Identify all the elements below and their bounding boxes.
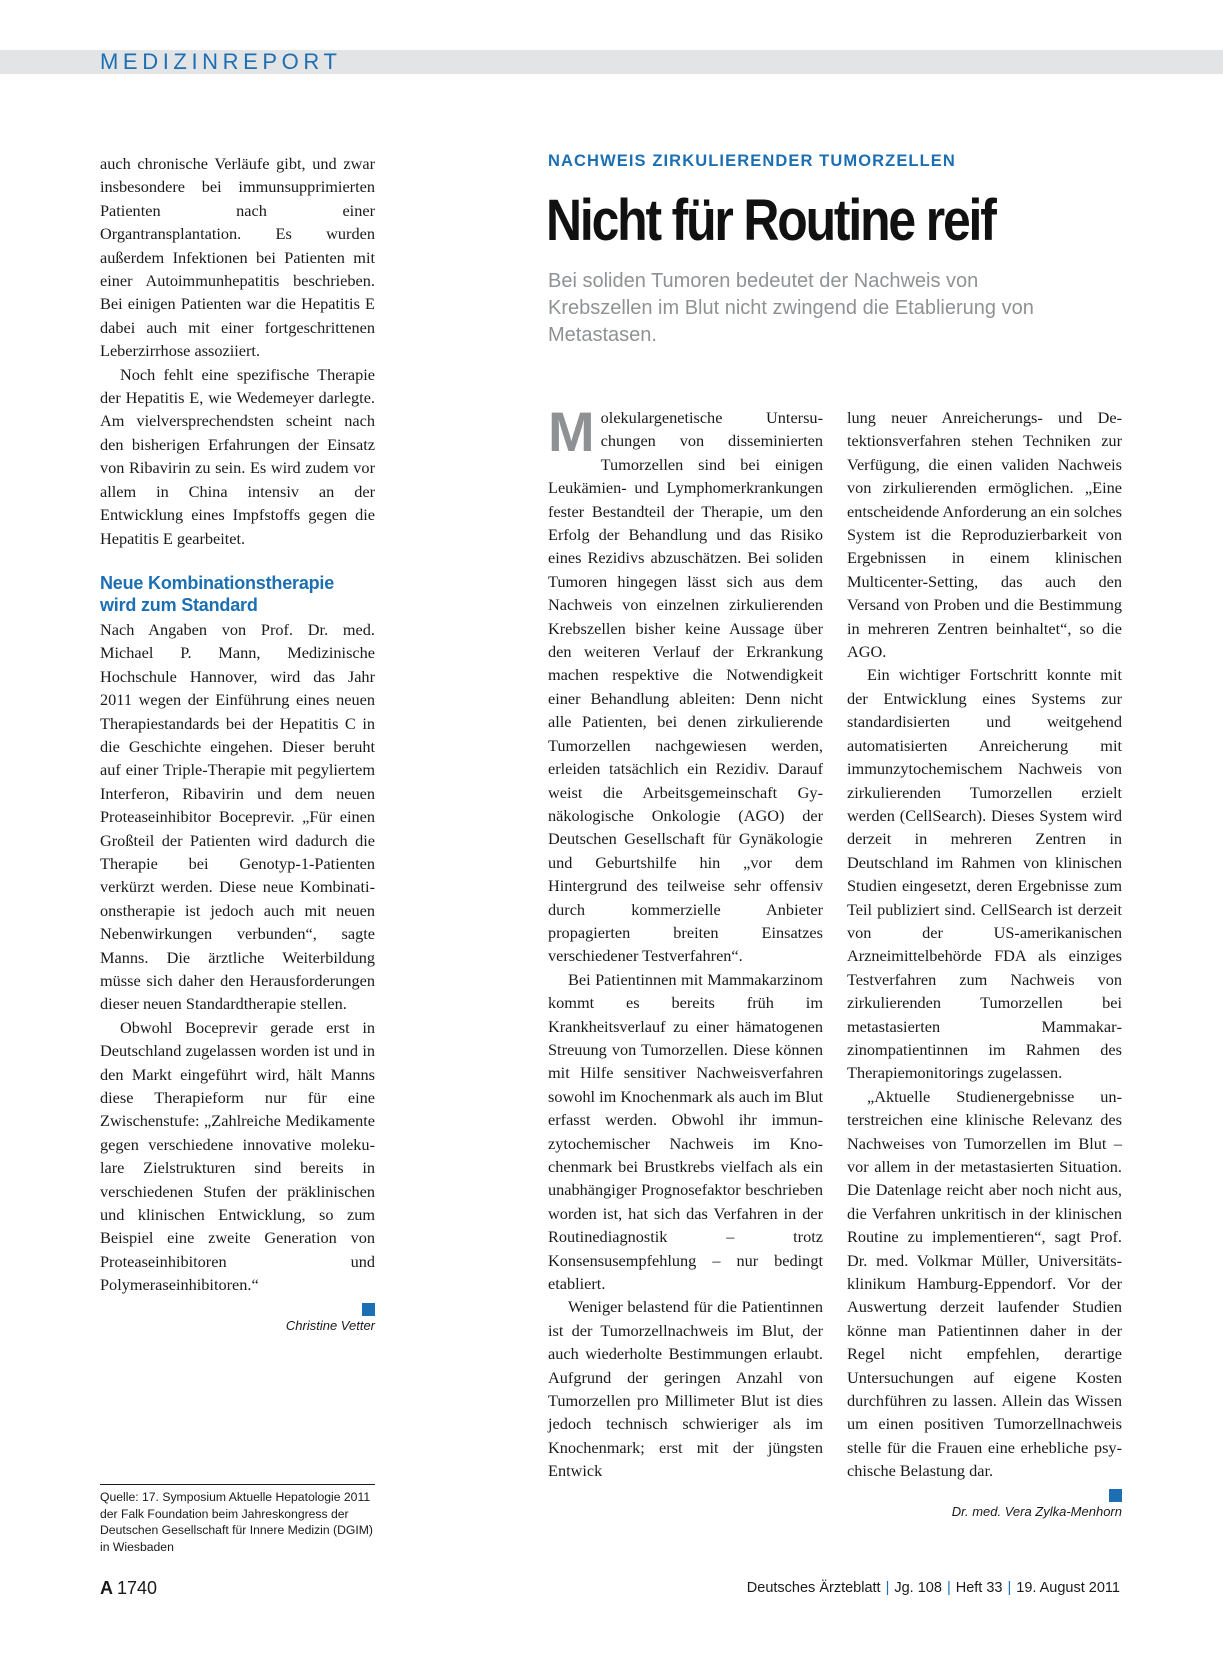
article-kicker: NACHWEIS ZIRKULIERENDER TUMORZELLEN — [548, 152, 956, 170]
left-subheading: Neue Kombinationstherapie wird zum Standard — [100, 572, 335, 615]
mid-paragraph-3: Weniger belastend für die Patientinnen ist der Tumorzellnachweis im Blut, der auch wiederholte Bestimmungen erlaubt. Aufgrund der geringen Anzahl von Tumorzellen pro Millimeter Blut ist dies jedoch technisch schwieriger als im Knochenmark; erst mit der jüngsten Entwick — [548, 1297, 823, 1481]
right-paragraph-3: „Aktuelle Studienergebnisse unterstreichen eine klinische Relevanz des Nachweises von Tumorzellen im Blut – vor allem in der metastasierten Situation. Die Datenlage reicht aber noch nicht aus, die Verfahren unkritisch in der klinischen Routine zu implementieren“, sagt Prof. Dr. med. Volkmar Müller, Universitätsklinikum Hamburg-Eppendorf. Vor der Auswertung derzeit laufender Studien könne man Patientinnen daher in der Regel nicht empfehlen, derartige Untersuchungen auf eigene Kosten durchführen zu lassen. Allein das Wissen um einen positiven Tumorzellnachweis stelle für die Frauen eine erhebliche psychische Belastung dar. — [847, 1086, 1122, 1481]
page-number-value: 1740 — [117, 1578, 158, 1598]
mid-paragraph-2: Bei Patientinnen mit Mammakarzinom kommt es bereits früh im Krankheitsverlauf zu einer hämatogenen Streuung von Tumorzellen. Diese können mit Hilfe sensitiver Nachweisverfahren sowohl im Knochenmark als auch im Blut erfasst werden. Obwohl ihr immunzytochemischer Nachweis im Knochenmark bei Brustkrebs vielfach als ein unabhängiger Prognosefaktor beschrieben worden ist, hat sich das Verfahren in der Routinediagnostik – trotz Konsensusempfehlung – nur bedingt etabliert. — [548, 969, 823, 1294]
end-mark-square-icon — [362, 1303, 375, 1316]
article-author: Dr. med. Vera Zylka-Menhorn — [951, 1503, 1122, 1519]
footer-separator: | — [1007, 1580, 1012, 1596]
middle-column — [548, 400, 823, 1483]
left-paragraph-2: Noch fehlt eine spezifische Therapie der Hepatitis E, wie Wedemeyer darlegte. Am vielversprechendsten scheint nach den bisherigen Erfahrungen der Einsatz von Ribavirin zu sein. Es wird zudem vor allem in China intensiv an der Entwicklung eines Impfstoffs gegen die Hepatitis E gearbeitet. — [100, 364, 375, 548]
right-paragraph-2: Ein wichtiger Fortschritt konnte mit der Entwicklung eines Systems zur standardisierten und weitgehend automatisierten Anreicherung mit immunzytochemischem Nachweis von zirkulierenden Tumorzellen erzielt werden (CellSearch). Dieses System wird derzeit in mehreren Zentren in Deutschland im Rahmen von klinischen Studien eingesetzt, deren Ergebnisse zum Teil publiziert sind. CellSearch ist derzeit von der US-amerikanischen Arzneimittelbehörde FDA als einziges Testverfahren zum Nachweis von zirkulierenden Tumorzellen bei metastasierten Mammakarzinompatientinnen im Rahmen des Therapiemonitorings zugelassen. — [847, 665, 1122, 1083]
page-prefix: A — [100, 1578, 113, 1598]
left-paragraph-3: Nach Angaben von Prof. Dr. med. Michael P. Mann, Medizinische Hochschule Hannover, wird das Jahr 2011 wegen der Einführung eines neuen Therapiestandards bei der Hepatitis C in die Geschichte eingehen. Dieser beruht auf einer Triple-Therapie mit pegyliertem Interferon, Ribavirin und dem neuen Proteaseinhibitor Boceprevir. „Für einen Großteil der Patienten wird dadurch die Therapie bei Genotyp-1-Patienten verkürzt werden. Diese neue Kombinationstherapie ist jedoch auch mit neuen Nebenwirkungen verbunden“, sagte Manns. Die ärztliche Weiterbildung müsse sich daher den Herausforderungen dieser neuen Standardtherapie stellen. — [100, 619, 375, 1014]
footer-separator: | — [946, 1580, 951, 1596]
left-column — [100, 152, 375, 1336]
journal-volume: Jg. 108 — [894, 1580, 942, 1596]
source-note: Quelle: 17. Symposium Aktuelle Hepatologie 2011 der Falk Foundation beim Jahreskongress der Deutschen Gesellschaft für Innere Medizin (DGIM) in Wiesbaden — [100, 1484, 375, 1555]
mid-paragraph-1 — [548, 400, 823, 968]
article-deck: Bei soliden Tumoren bedeutet der Nachweis von Krebszellen im Blut nicht zwingend die Etablierung von Metastasen. — [548, 270, 1034, 346]
article-headline: Nicht für Routine reif — [546, 188, 995, 253]
right-paragraph-1: lung neuer Anreicherungs- und Detektionsverfahren stehen Techniken zur Verfügung, die einen validen Nachweis von zirkulierenden ermöglichen. „Eine entscheidende Anforderung an ein solches System ist die Reproduzierbarkeit von Ergebnissen in einem klinischen Multicenter-Setting, das auch den Versand von Proben und die Bestimmung in mehreren Zentren beinhaltet“, so die AGO. — [847, 408, 1122, 662]
journal-issue: Heft 33 — [955, 1580, 1003, 1596]
left-paragraph-1: auch chronische Verläufe gibt, und zwar insbesondere bei immunsupprimierten Patienten nach einer Organtransplantation. Es wurden außerdem Infektionen bei Patienten mit einer Autoimmunhepatitis beschrieben. Bei einigen Patienten war die Hepatitis E dabei auch mit einer fortgeschrittenen Leberzirrhose assoziiert. — [100, 154, 375, 361]
left-paragraph-4: Obwohl Boceprevir gerade erst in Deutschland zugelassen worden ist und in den Markt eingeführt wird, hält Manns diese Therapieform nur für eine Zwischenstufe: „Zahlreiche Medikamente gegen verschiedene innovative molekulare Zielstrukturen sind bereits in verschiedenen Stufen der präklinischen und klinischen Entwicklung, so zum Beispiel eine zweite Generation von Proteaseinhibitoren und Polymeraseinhibitoren.“ — [100, 1017, 375, 1295]
mid-paragraph-1-text: olekulargenetische Untersuchungen von disseminierten Tumorzellen sind bei einigen Leukämien- und Lymphomerkrankungen fester Bestandteil der Therapie, um den Erfolg der Behandlung und das Risiko eines Rezidivs abzuschätzen. Bei soliden Tumoren hingegen lässt sich aus dem Nachweis von einzelnen zirkulierenden Krebszellen bisher keine Aussage über den weiteren Verlauf der Erkrankung machen respektive die Notwendigkeit einer Behandlung ableiten: Denn nicht alle Patienten, bei denen zirkulierende Tumorzellen nachgewiesen werden, erleiden tatsächlich ein Rezidiv. Darauf weist die Arbeitsgemeinschaft Gynäkologische Onkologie (AGO) der Deutschen Gesellschaft für Gynäkologie und Geburtshilfe hin „vor dem Hintergrund des teilweise sehr offensiv durch kommerzielle Anbieter propagierten breiten Einsatzes verschiedener Testverfahren“. — [548, 408, 823, 966]
left-author: Christine Vetter — [285, 1317, 375, 1333]
drop-cap: M — [548, 400, 595, 463]
section-label: MEDIZINREPORT — [100, 49, 342, 74]
end-mark-square-icon — [1109, 1489, 1122, 1502]
page-number — [100, 1578, 157, 1599]
journal-name: Deutsches Ärzteblatt — [746, 1580, 881, 1596]
right-column — [847, 406, 1122, 1522]
journal-date: 19. August 2011 — [1016, 1580, 1120, 1596]
footer-publication — [747, 1580, 1120, 1596]
footer-separator: | — [885, 1580, 890, 1596]
